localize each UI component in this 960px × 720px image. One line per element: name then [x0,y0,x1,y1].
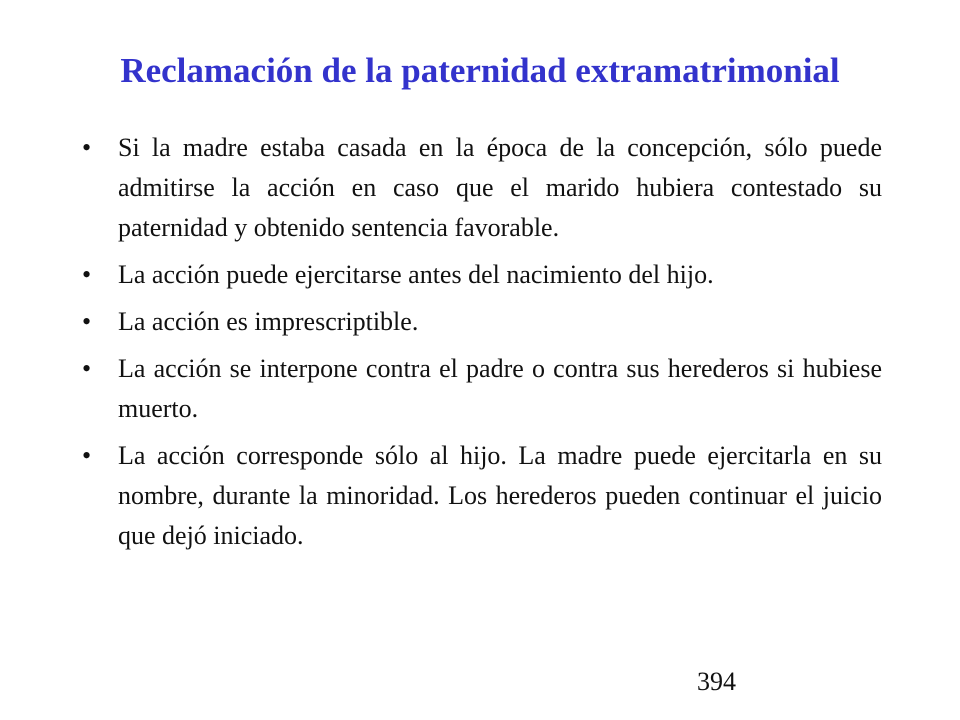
bullet-text: La acción corresponde sólo al hijo. La madre puede ejercitarla en su nombre, durante la minoridad. Los herederos pueden continuar el juicio que dejó iniciado. [118,441,882,550]
bullet-list [82,128,882,563]
bullet-icon: • [82,307,92,336]
page-number: 394 [697,667,736,696]
bullet-text: Si la madre estaba casada en la época de la concepción, sólo puede admitirse la acción en caso que el marido hubiera contestado su paternidad y obtenido sentencia favorable. [118,133,882,242]
slide-title: Reclamación de la paternidad extramatrimonial [120,51,840,90]
bullet-text: La acción se interpone contra el padre o contra sus herederos si hubiese muerto. [118,354,882,423]
bullet-icon: • [82,133,92,162]
bullet-icon: • [82,354,92,383]
bullet-item [82,436,882,556]
bullet-icon: • [82,260,92,289]
bullet-text: La acción puede ejercitarse antes del nacimiento del hijo. [118,260,714,289]
bullet-icon: • [82,441,92,470]
bullet-item [82,255,882,295]
bullet-text: La acción es imprescriptible. [118,307,419,336]
bullet-item [82,349,882,429]
bullet-item [82,128,882,248]
bullet-item [82,302,882,342]
